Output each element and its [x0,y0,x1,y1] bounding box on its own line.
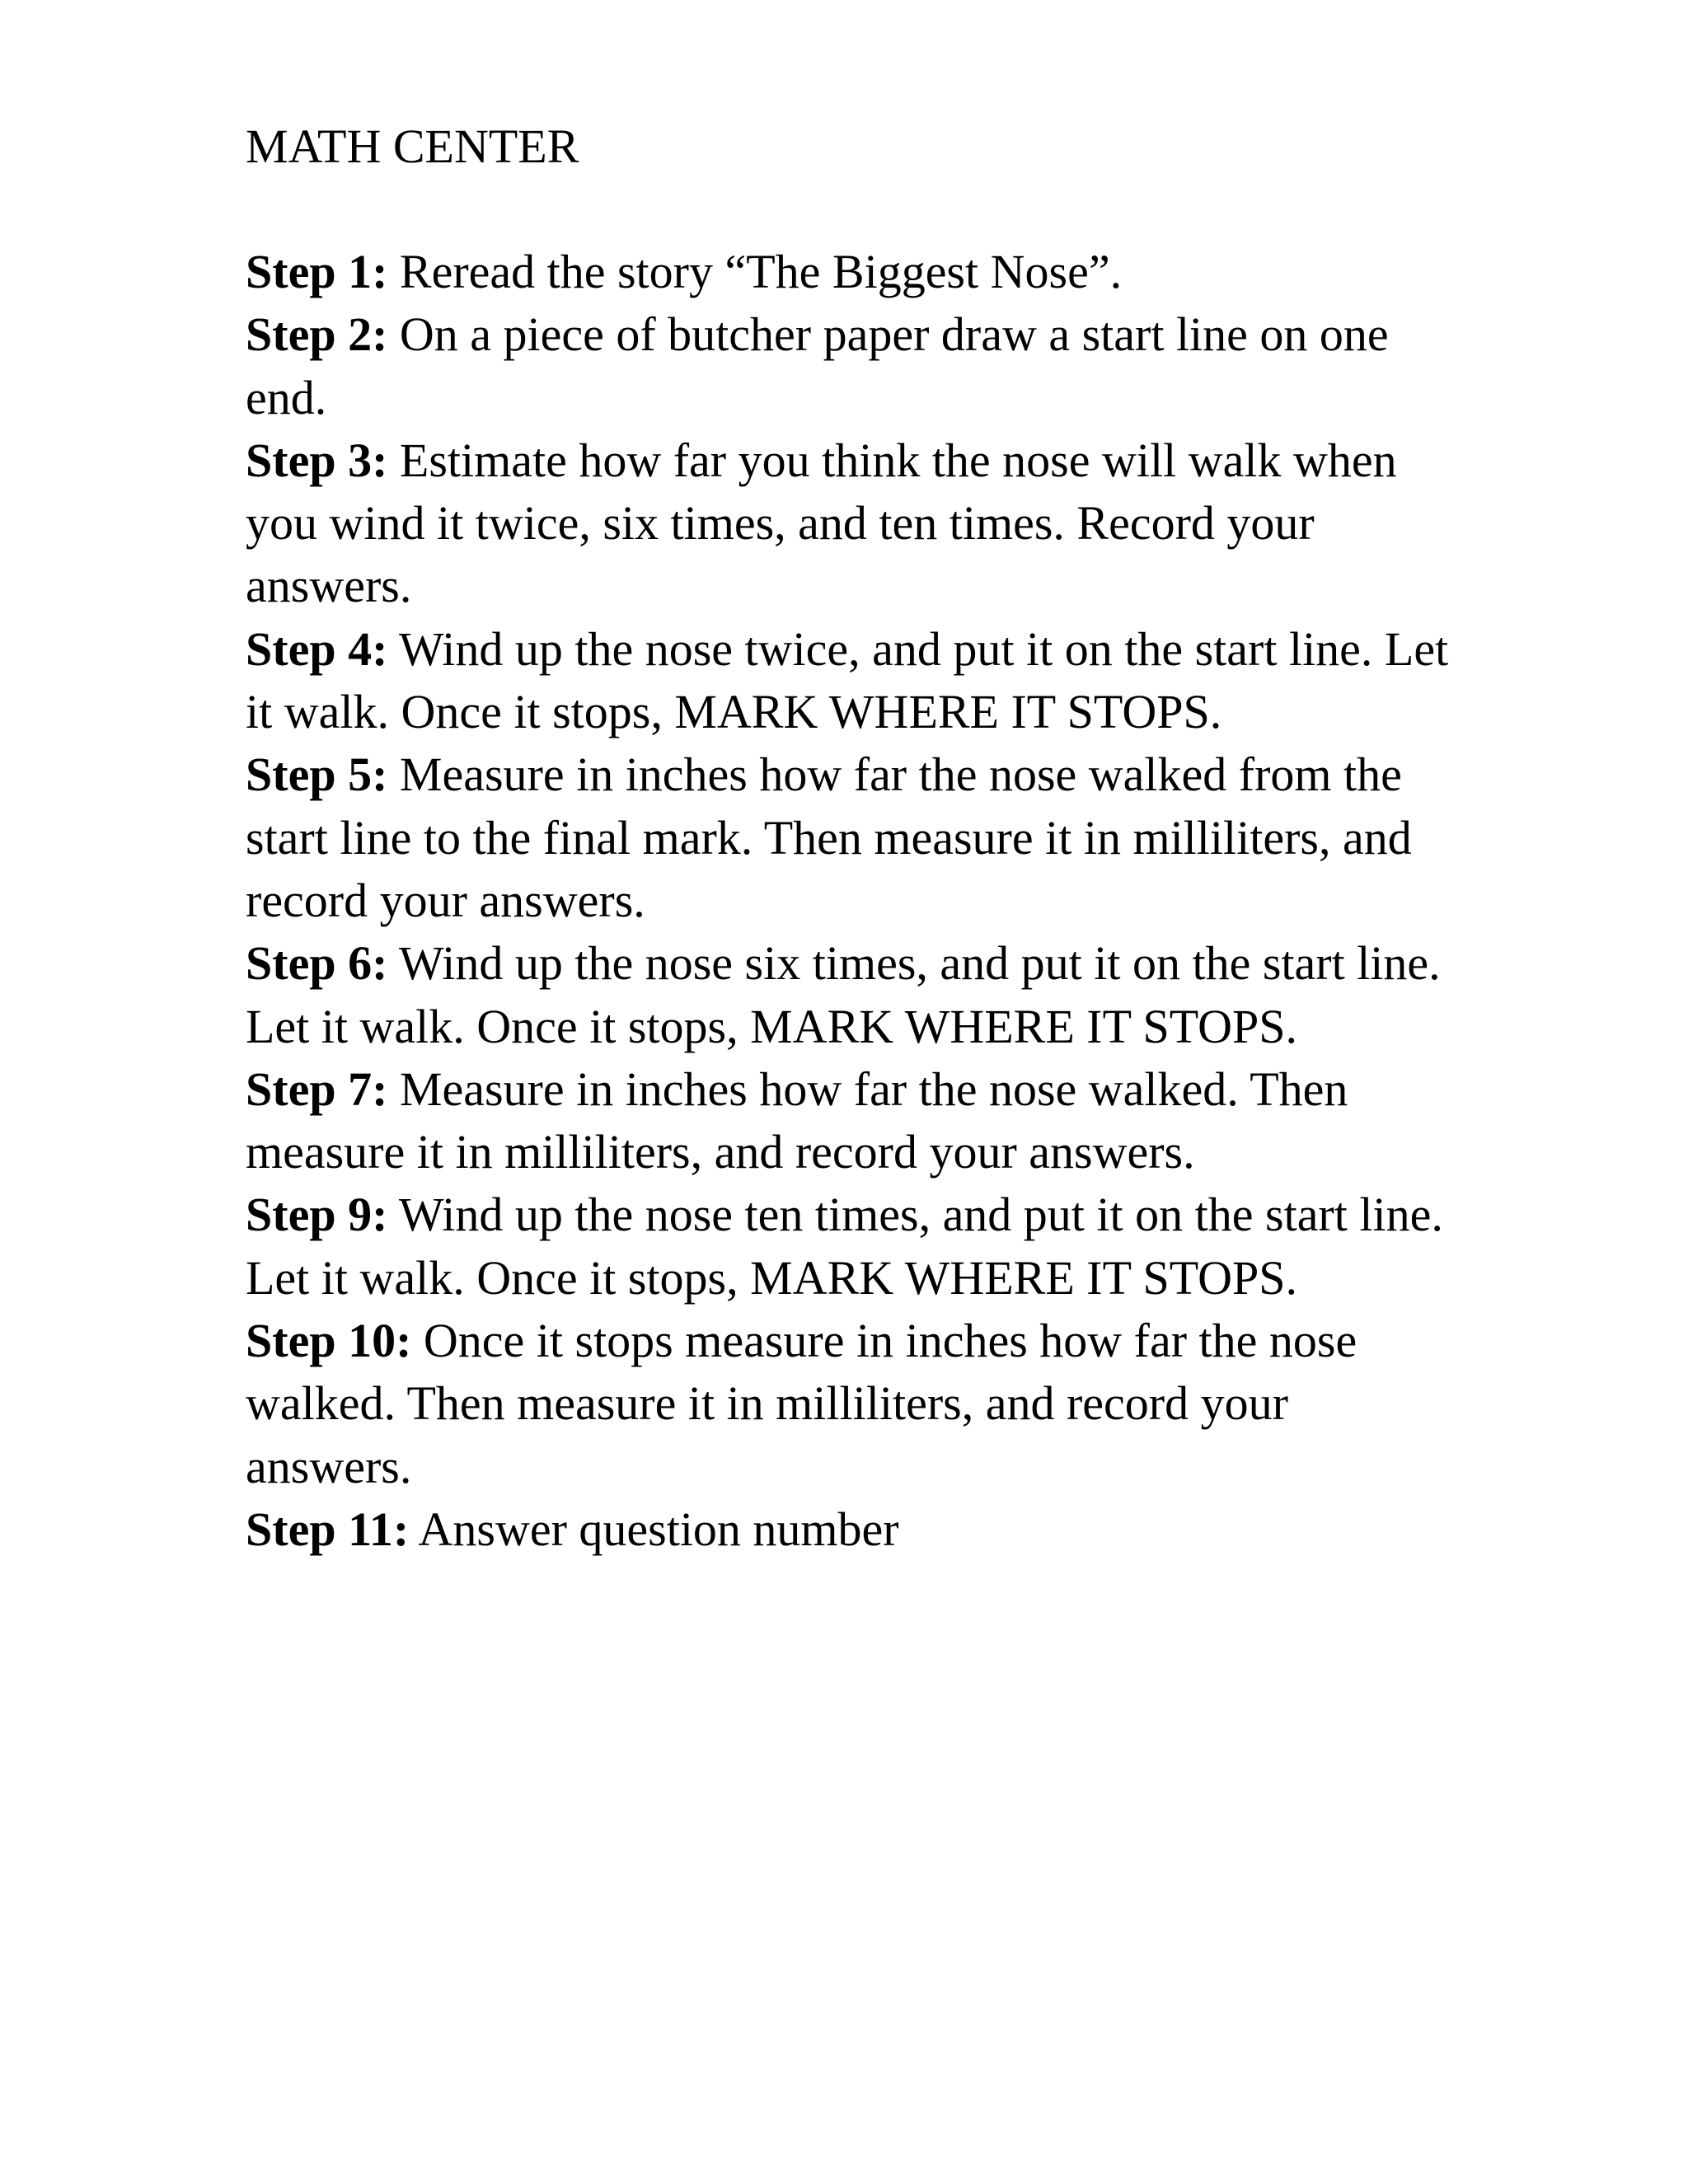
step-2 [246,303,1465,429]
step-text: Estimate how far you think the nose will walk when you wind it twice, six times, and ten times. Record your answers. [246,433,1397,613]
document-page [246,115,1465,1561]
step-text: On a piece of butcher paper draw a start line on one end. [246,307,1389,424]
step-11 [246,1498,1465,1561]
step-text: Wind up the nose ten times, and put it on the start line. Let it walk. Once it stops, MARK WHERE IT STOPS. [246,1188,1443,1305]
step-label: Step 2: [246,307,388,362]
step-5 [246,743,1465,932]
step-text: Measure in inches how far the nose walked from the start line to the final mark. Then measure it in milliliters, and record your answers. [246,748,1412,927]
step-label: Step 9: [246,1188,388,1242]
step-label: Step 7: [246,1062,388,1116]
step-label: Step 11: [246,1502,410,1556]
step-label: Step 1: [246,245,388,298]
step-label: Step 4: [246,621,388,676]
step-text: Once it stops measure in inches how far the nose walked. Then measure it in milliliters, and record your answers. [246,1314,1357,1493]
steps-list [246,241,1465,1561]
step-7 [246,1058,1465,1184]
step-label: Step 6: [246,936,388,991]
step-text: Wind up the nose six times, and put it on the start line. Let it walk. Once it stops, MARK WHERE IT STOPS. [246,936,1441,1053]
step-9 [246,1183,1465,1310]
step-text: Answer question number [409,1502,899,1556]
document-title: MATH CENTER [246,120,579,173]
step-6 [246,932,1465,1058]
step-1 [246,241,1465,303]
step-label: Step 10: [246,1314,412,1368]
step-3 [246,429,1465,618]
step-text: Reread the story “The Biggest Nose”. [387,245,1123,298]
step-label: Step 3: [246,433,388,487]
step-10 [246,1310,1465,1498]
step-label: Step 5: [246,748,388,802]
step-text: Wind up the nose twice, and put it on the start line. Let it walk. Once it stops, MARK WHERE IT STOPS. [246,621,1449,739]
step-4 [246,618,1465,744]
step-text: Measure in inches how far the nose walked. Then measure it in milliliters, and record your answers. [246,1062,1348,1179]
